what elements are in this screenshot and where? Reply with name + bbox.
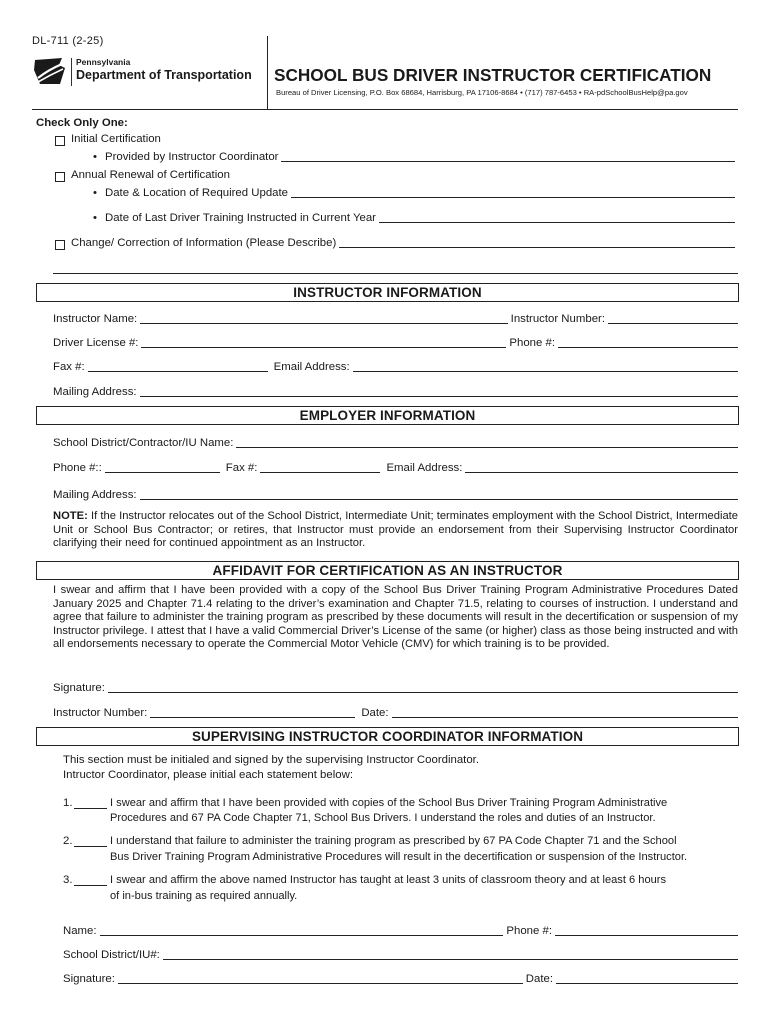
update-date-location-field[interactable] (291, 187, 735, 198)
item-3-initial-field[interactable] (74, 873, 107, 886)
initial-bullet-row (93, 151, 738, 164)
coordinator-name-label: Name: (63, 925, 97, 937)
item-1-line-2: Procedures and 67 PA Code Chapter 71, School Bus Drivers. I understand the roles and duties of an Instructor. (110, 812, 656, 824)
employer-contact-row (53, 462, 738, 475)
coordinator-district-label: School District/IU#: (63, 949, 160, 961)
note-text: If the Instructor relocates out of the School District, Intermediate Unit; terminates employment with the School District, Intermediate Unit or School Bus Contractor; or retires, that Instructor must provide an endorsement from their Supervising Instructor Coordinator clarifying their need for continued appointment as an Instructor. (53, 510, 739, 550)
renewal-checkbox[interactable] (55, 172, 65, 182)
item-1-number: 1. (63, 797, 73, 809)
employer-phone-label: Phone #:: (53, 462, 102, 474)
coordinator-signature-field[interactable] (118, 973, 523, 984)
instructor-fax-field[interactable] (88, 361, 268, 372)
instructor-name-label: Instructor Name: (53, 313, 138, 325)
item-2-line-1: I understand that failure to administer the training program as prescribed by 67 PA Code Chapter 71 and the School (110, 835, 677, 847)
employer-district-field[interactable] (236, 437, 738, 448)
agency-name: Department of Transportation (76, 68, 252, 82)
item-1-initial-field[interactable] (74, 796, 107, 809)
coordinator-intro-1: This section must be initialed and signed by the supervising Instructor Coordinator. (63, 754, 479, 766)
note-prefix: NOTE: (53, 510, 88, 522)
item-2-initial-field[interactable] (74, 834, 107, 847)
coordinator-phone-field[interactable] (555, 925, 738, 936)
change-option[interactable] (55, 237, 738, 250)
instructor-number-field[interactable] (608, 313, 738, 324)
header-rule (32, 109, 738, 110)
logo-divider (71, 58, 72, 86)
instructor-phone-field[interactable] (558, 337, 738, 348)
agency-address: Bureau of Driver Licensing, P.O. Box 68684, Harrisburg, PA 17106-8684 • (717) 787-6453 • RA-pdSchoolBusHelp@pa.gov (276, 88, 688, 97)
renewal-bullet-2-row (93, 212, 738, 225)
fax-email-row (53, 361, 738, 374)
employer-district-label: School District/Contractor/IU Name: (53, 437, 234, 449)
coordinator-intro-2: Intructor Coordinator, please initial each statement below: (63, 769, 353, 781)
coordinator-signature-row (63, 973, 738, 986)
affidavit-signature-row (53, 682, 738, 695)
affidavit-signature-label: Signature: (53, 682, 105, 694)
instructor-mailing-label: Mailing Address: (53, 386, 137, 398)
header-divider (267, 36, 268, 110)
affidavit-section-heading: AFFIDAVIT FOR CERTIFICATION AS AN INSTRUCTOR (36, 561, 739, 580)
last-training-date-field[interactable] (379, 212, 735, 223)
instructor-email-label: Email Address: (273, 361, 350, 373)
item-3-number: 3. (63, 874, 73, 886)
affidavit-date-label: Date: (361, 707, 389, 719)
affidavit-number-field[interactable] (150, 707, 355, 718)
employer-district-row (53, 437, 738, 450)
instructor-phone-label: Phone #: (509, 337, 555, 349)
coordinator-date-label: Date: (525, 973, 553, 985)
coordinator-district-row (63, 949, 738, 962)
form-number: DL-711 (2-25) (32, 35, 104, 47)
change-description-line-2[interactable] (53, 261, 738, 274)
change-checkbox[interactable] (55, 240, 65, 250)
initial-bullet-label: Provided by Instructor Coordinator (105, 151, 279, 163)
check-heading: Check Only One: (36, 117, 128, 129)
employer-mailing-field[interactable] (140, 489, 738, 500)
affidavit-number-label: Instructor Number: (53, 707, 148, 719)
instructor-name-field[interactable] (140, 313, 507, 324)
employer-fax-field[interactable] (260, 462, 380, 473)
bullet-icon: • (93, 187, 97, 199)
employer-email-field[interactable] (465, 462, 738, 473)
item-1-line-1: I swear and affirm that I have been provided with copies of the School Bus Driver Training Program Administrative (110, 797, 668, 809)
relocation-note (53, 510, 738, 551)
coordinator-section-heading: SUPERVISING INSTRUCTOR COORDINATOR INFORMATION (36, 727, 739, 746)
item-3-line-1: I swear and affirm the above named Instructor has taught at least 3 units of classroom theory and at least 6 hours (110, 874, 667, 886)
initial-cert-checkbox[interactable] (55, 136, 65, 146)
instructor-number-label: Instructor Number: (510, 313, 605, 325)
bullet-icon: • (93, 151, 97, 163)
bullet-icon: • (93, 212, 97, 224)
item-3-line-2: of in-bus training as required annually. (110, 890, 298, 902)
affidavit-signature-field[interactable] (108, 682, 738, 693)
affidavit-date-field[interactable] (392, 707, 738, 718)
instructor-fax-label: Fax #: (53, 361, 85, 373)
item-2-line-2: Bus Driver Training Program Administrative Procedures will result in the decertification or suspension of the Instructor. (110, 851, 688, 863)
employer-mailing-row (53, 489, 738, 502)
employer-phone-field[interactable] (105, 462, 220, 473)
license-row (53, 337, 738, 350)
coordinator-name-row (63, 925, 738, 938)
license-label: Driver License #: (53, 337, 139, 349)
instructor-name-row (53, 313, 738, 326)
instructor-mailing-row (53, 386, 738, 399)
employer-email-label: Email Address: (386, 462, 463, 474)
initial-cert-label: Initial Certification (71, 133, 161, 145)
affidavit-text: I swear and affirm that I have been provided with a copy of the School Bus Driver Training Program Administrative Procedures Dated January 2025 and Chapter 71.4 relating to the driver’s examination and Chapter 71.5, relating to courses of instruction. I understand and agree that failure to administer the training program as prescribed by these documents will result in the decertification or suspension of my Instructor privilege. I attest that I have a valid Commercial Driver’s License of the same (or higher) class as those being instructed and with all endorsements necessary to operate the Commercial Motor Vehicle (CMV) for which training is to be provided. (53, 584, 738, 651)
coordinator-provided-field[interactable] (281, 151, 735, 162)
renewal-bullet-1-label: Date & Location of Required Update (105, 187, 289, 199)
coordinator-name-field[interactable] (100, 925, 504, 936)
agency-state: Pennsylvania (76, 57, 131, 67)
page-title: SCHOOL BUS DRIVER INSTRUCTOR CERTIFICATION (274, 65, 712, 85)
license-field[interactable] (141, 337, 506, 348)
coordinator-phone-label: Phone #: (506, 925, 552, 937)
instructor-mailing-field[interactable] (140, 386, 738, 397)
change-label: Change/ Correction of Information (Please Describe) (71, 237, 337, 249)
employer-fax-label: Fax #: (225, 462, 258, 474)
renewal-bullet-2-label: Date of Last Driver Training Instructed in Current Year (105, 212, 376, 224)
affidavit-number-row (53, 707, 738, 720)
instructor-section-heading: INSTRUCTOR INFORMATION (36, 283, 739, 302)
coordinator-signature-label: Signature: (63, 973, 115, 985)
renewal-option[interactable] (55, 169, 455, 182)
instructor-email-field[interactable] (353, 361, 738, 372)
employer-mailing-label: Mailing Address: (53, 489, 137, 501)
renewal-bullet-1-row (93, 187, 738, 200)
item-2-number: 2. (63, 835, 73, 847)
initial-cert-option[interactable] (55, 133, 455, 146)
keystone-logo-icon (32, 56, 68, 86)
change-description-field[interactable] (339, 237, 735, 248)
employer-section-heading: EMPLOYER INFORMATION (36, 406, 739, 425)
coordinator-date-field[interactable] (556, 973, 738, 984)
coordinator-district-field[interactable] (163, 949, 738, 960)
renewal-label: Annual Renewal of Certification (71, 169, 230, 181)
